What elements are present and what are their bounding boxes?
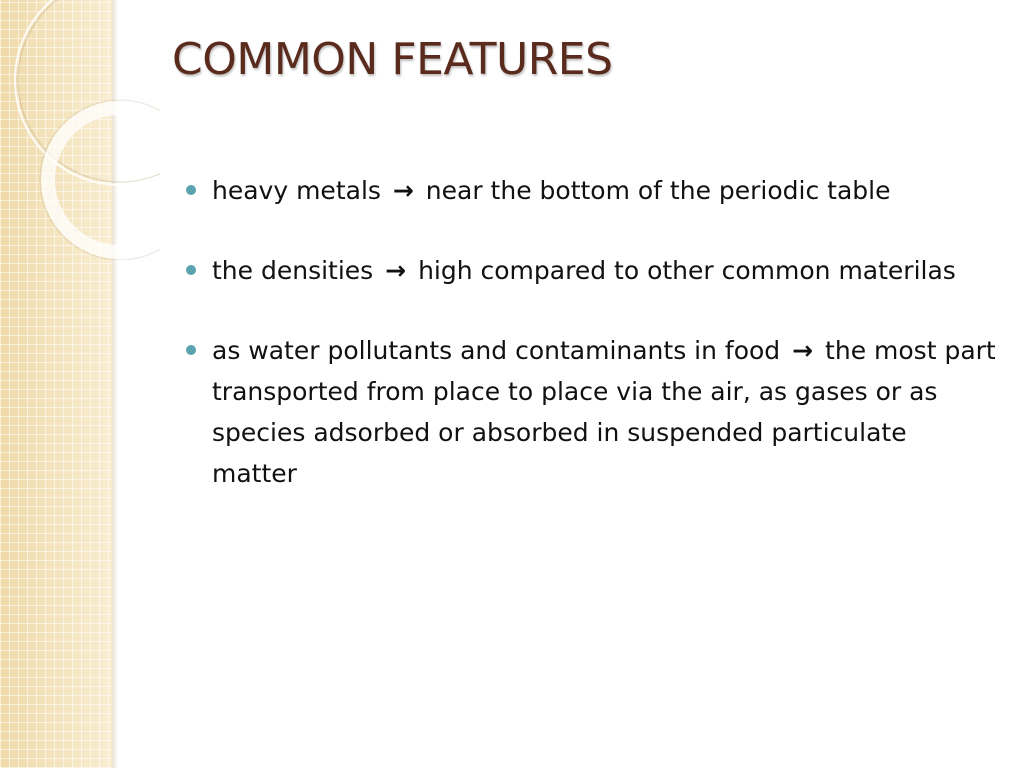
- bullet-dot-icon: [186, 345, 196, 355]
- bullet-rest-text: high compared to other common materilas: [418, 256, 956, 285]
- bullet-item: [186, 330, 996, 494]
- bullet-lead-text: as water pollutants and contaminants in food: [212, 336, 781, 365]
- bullet-lead-text: the densities: [212, 256, 374, 285]
- decorative-rings-icon: [0, 0, 160, 260]
- bullet-dot-icon: [186, 265, 196, 275]
- bullet-rest-text: near the bottom of the periodic table: [425, 176, 891, 205]
- bullet-lead-text: heavy metals: [212, 176, 381, 205]
- bullet-dot-icon: [186, 185, 196, 195]
- bullet-item: [186, 170, 996, 211]
- right-arrow-icon: →: [392, 176, 414, 205]
- slide-title: COMMON FEATURES: [172, 34, 613, 85]
- right-arrow-icon: →: [385, 256, 407, 285]
- right-arrow-icon: →: [792, 336, 814, 365]
- bullet-rest-text: the most part transported from place to place via the air, as gases or as species adsorbed or absorbed in suspended particulate matter: [212, 336, 996, 488]
- bullet-item: [186, 250, 996, 291]
- bullet-list: [186, 170, 996, 533]
